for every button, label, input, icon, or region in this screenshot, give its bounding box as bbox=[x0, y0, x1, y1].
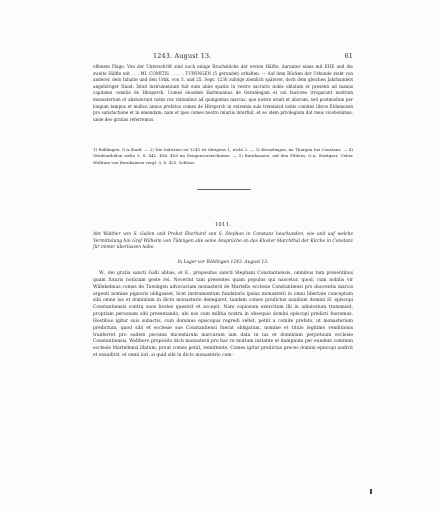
preceding-text-paragraph: offenem Plage. Von der Unterschrift sind noch einige Bruchstücke der ersten Hälfte, darunter eines mit EHE und die zweite Hälfte mit . . . MI. COMITIS . . . . . TUWINGEN (5 gerundet) erhalten. — Auf dem Rücken der Urkunde steht von anderer, dem Inhalte und den Urkk. von 5. und 25. Sept. 1236 zufolge ziemlich späterer, doch dem gleichen Jahrhundert angehöriger Hand: Istud instrumentum fuit eum ubiie spatiis in vestro sacrario nobis oblatum et presenti ad manus capitanei comitis de Hirsperch. Comes eiusdem Hartmannus de Oeranlegam et sui fautores irrogarunt nostrum monasterium et abstulerunt nobis rex rationibus ad quingentas marcas, que nostre erant et aliorum, sed postmodum per longum tempus et multos annos prefatus comes de Hirsperch in extremis suis tremmisit nobis comites libros Eldemoism pro satisfactione et in emendam; nam et ipse comes nostro iniuriis interfuit, et eo idem privilegium dat meis vicebonimus, unde deo gratias referremus. bbox=[93, 64, 353, 122]
margin-mark bbox=[370, 489, 372, 494]
preceding-document-text bbox=[93, 64, 353, 123]
running-head-title: 1243. August 13. bbox=[153, 52, 212, 60]
page-number: 61 bbox=[344, 52, 353, 60]
footnotes-text: 1) Böblingen, O.A.Stadt. — 2) Die Indiction ist 1243 ist übrigens 1, nicht 2. — 3) Kreuzlingen, im Thurgau bei Constanz. — 4) Ottobeuthülen siehe 3, S. 441. 456. 458 im Zeugenverzeichnisse. — 5) Bernhausen, auf den Fildern, O.A. Stuttgart, Ueber Wolfram von Bernhausen vergl. 3, S. 425, Schloss. bbox=[93, 147, 353, 165]
document-dating: In Lager vor Böblingen 1243. August 13. bbox=[177, 260, 269, 265]
document-regest: Abt Walther von S. Gallen und Probst Eberhard von S. Stephan in Constanz beurkunden, wie und auf welche Vermittelung hin Graf Wilhelm von Tübingen alle seine Ansprüche an das Kloster Marchthal der Kirche in Constanz für immer überlassen habe. bbox=[93, 232, 353, 250]
footnotes bbox=[93, 147, 353, 166]
section-divider bbox=[197, 189, 251, 190]
document-body bbox=[93, 271, 353, 360]
document-body-paragraph: W., dei gratia sancti Galli abbas, et E., prepositus sancti Stephani Constantiensis, omnibus tam presentibus quam futuris noticiam geste rei. Noverint tam presentes quam populus qui nascetur, quod, cum nobilis vir Willehelmus comes de Tuwingen advocaciam monasterii de Martello ecclesie Constantiensi pro duocentis marcis argenti nomine pignoris obligasset, licet instrumentum fundatoris ipsius monasterii in omni libertate conceptum sibi omne ius et dominium in dicto monasterio denegaret, tandem comes predictus auxilium domini H. episcopi Constantiensis contra suos hostes quesivit et accepit. Nam copiosum exercitum illi in adiutorium transmisit, propriam personam sibi presentando, ubi nos cum militia nostra in obsequio domini episcopi predicti fueramus. Hostibus igitur suis subactis, cum dominus episcopus regredi vellet, petiit a comite prefato, ut monasterium predictum, quod sibi et ecclesie sue Constantiensi fuerat obligatum, nomine et titulo legitime venditionis tranferret pro eadem pecunia ducentarum marcarum iam data in ius et dominium perpetuum ecclesie Constantiensis, Walthero preposito dicti monasterii pro hac re multum instante et dampnum per eundem comitem ecclesie Martellensi illatum, prout comes petiit, remittente. Comes igitur predictas preces domini episcopi audivit et exaudivit, et omni iuri, si quid sibi in dicto monasterio com- bbox=[93, 271, 353, 359]
document-number: 1011. bbox=[214, 222, 232, 228]
